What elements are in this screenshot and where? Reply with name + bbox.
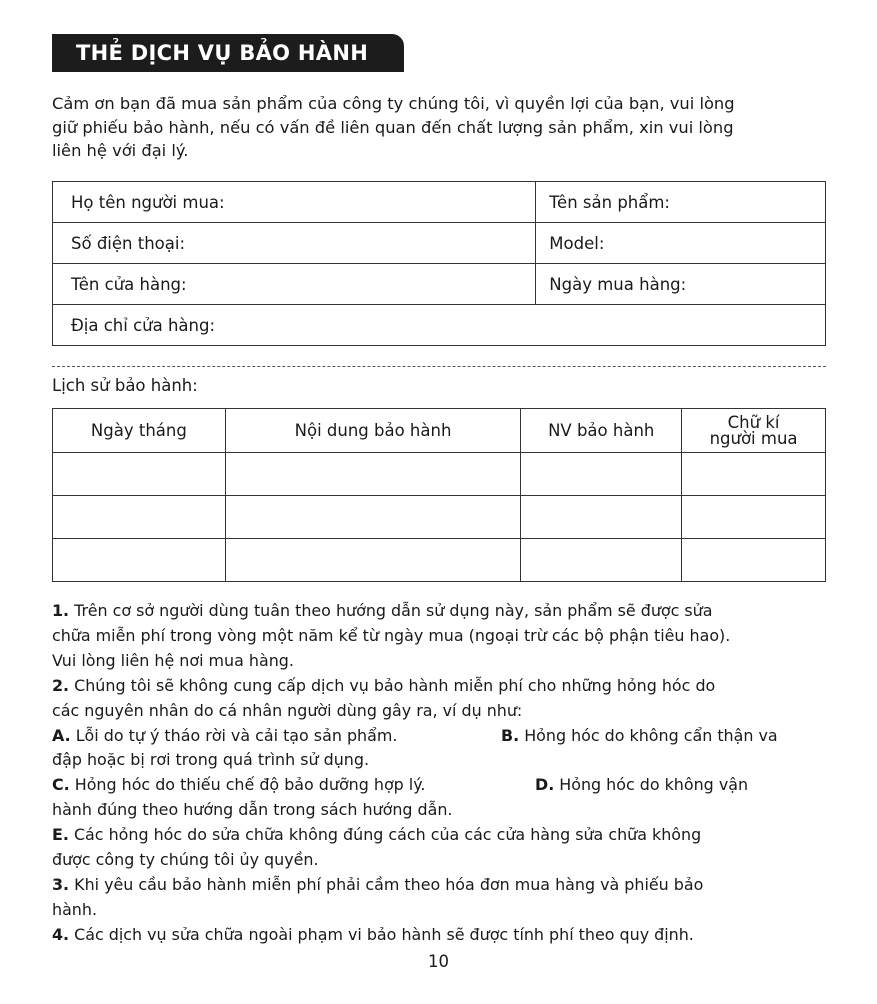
note-line [52, 923, 842, 948]
buyer-name-field[interactable]: Họ tên người mua: [53, 182, 536, 223]
note-text: Các hỏng hóc do sửa chữa không đúng cách của các cửa hàng sửa chữa không [68, 825, 702, 845]
note-letter: E. [52, 825, 69, 845]
note-item-b [501, 724, 778, 749]
note-line: Vui lòng liên hệ nơi mua hàng. [52, 650, 294, 670]
note-line [52, 773, 842, 798]
note-line [52, 873, 842, 898]
table-row [53, 539, 826, 582]
table-row [53, 453, 826, 496]
note-text: Hỏng hóc do không vận [554, 775, 749, 795]
note-line: chữa miễn phí trong vòng một năm kể từ ngày mua (ngoại trừ các bộ phận tiêu hao). [52, 625, 731, 645]
note-letter: D. [535, 775, 555, 795]
note-number: 2. [52, 675, 70, 695]
empty-cell[interactable] [225, 453, 521, 496]
empty-cell[interactable] [682, 453, 826, 496]
empty-cell[interactable] [53, 453, 226, 496]
column-header-signature [682, 409, 826, 453]
column-header-content: Nội dung bảo hành [225, 409, 521, 453]
signature-header-line: Chữ kí [727, 412, 780, 432]
intro-line: giữ phiếu bảo hành, nếu có vấn đề liên quan đến chất lượng sản phẩm, xin vui lòng [52, 117, 734, 137]
cut-line-divider [52, 366, 826, 367]
column-header-staff: NV bảo hành [521, 409, 682, 453]
note-item-d [535, 773, 748, 798]
phone-field[interactable]: Số điện thoại: [53, 223, 536, 264]
note-number: 4. [52, 924, 70, 944]
purchase-date-field[interactable]: Ngày mua hàng: [536, 264, 826, 305]
note-letter: C. [52, 775, 70, 795]
empty-cell[interactable] [225, 496, 521, 539]
note-text: Hỏng hóc do thiếu chế độ bảo dưỡng hợp lý. [69, 775, 426, 795]
note-letter: A. [52, 725, 71, 745]
empty-cell[interactable] [682, 496, 826, 539]
intro-line: Cảm ơn bạn đã mua sản phẩm của công ty chúng tôi, vì quyền lợi của bạn, vui lòng [52, 94, 735, 113]
table-row [53, 305, 826, 346]
note-text: Các dịch vụ sửa chữa ngoài phạm vi bảo hành sẽ được tính phí theo quy định. [69, 924, 694, 944]
page-number: 10 [428, 952, 449, 971]
empty-cell[interactable] [682, 539, 826, 582]
model-field[interactable]: Model: [536, 223, 826, 264]
note-line: hành. [52, 899, 98, 919]
intro-line: liên hệ với đại lý. [52, 141, 189, 160]
note-item-a [52, 724, 501, 749]
note-line: các nguyên nhân do cá nhân người dùng gây ra, ví dụ như: [52, 700, 523, 720]
note-item-c [52, 773, 535, 798]
note-line: hành đúng theo hướng dẫn trong sách hướng dẫn. [52, 800, 453, 820]
empty-cell[interactable] [521, 496, 682, 539]
note-line [52, 724, 842, 749]
store-name-field[interactable]: Tên cửa hàng: [53, 264, 536, 305]
warranty-terms [52, 599, 842, 948]
table-row [53, 496, 826, 539]
note-text: Lỗi do tự ý tháo rời và cải tạo sản phẩm. [70, 725, 398, 745]
note-line: đập hoặc bị rơi trong quá trình sử dụng. [52, 750, 369, 770]
note-text: Trên cơ sở người dùng tuân theo hướng dẫn sử dụng này, sản phẩm sẽ được sửa [69, 601, 713, 620]
note-text: Hỏng hóc do không cẩn thận va [519, 725, 778, 745]
note-line: được công ty chúng tôi ủy quyền. [52, 850, 319, 870]
buyer-info-table [52, 181, 826, 346]
empty-cell[interactable] [53, 496, 226, 539]
history-label: Lịch sử bảo hành: [52, 376, 198, 395]
note-text: Chúng tôi sẽ không cung cấp dịch vụ bảo hành miễn phí cho những hỏng hóc do [69, 675, 716, 695]
note-text: Khi yêu cầu bảo hành miễn phí phải cầm theo hóa đơn mua hàng và phiếu bảo [69, 874, 704, 894]
product-name-field[interactable]: Tên sản phẩm: [536, 182, 826, 223]
note-line [52, 674, 842, 699]
note-number: 3. [52, 874, 70, 894]
store-address-field[interactable]: Địa chỉ cửa hàng: [53, 305, 826, 346]
table-row [53, 223, 826, 264]
note-letter: B. [501, 725, 520, 745]
note-line [52, 599, 842, 624]
table-header-row [53, 409, 826, 453]
warranty-history-table [52, 408, 826, 582]
empty-cell[interactable] [53, 539, 226, 582]
signature-header-line: người mua [709, 428, 798, 448]
note-line [52, 823, 842, 848]
page-title: THẺ DỊCH VỤ BẢO HÀNH [52, 34, 404, 72]
intro-paragraph [52, 92, 832, 163]
table-row [53, 264, 826, 305]
note-number: 1. [52, 601, 70, 620]
table-row [53, 182, 826, 223]
empty-cell[interactable] [225, 539, 521, 582]
empty-cell[interactable] [521, 539, 682, 582]
empty-cell[interactable] [521, 453, 682, 496]
column-header-date: Ngày tháng [53, 409, 226, 453]
